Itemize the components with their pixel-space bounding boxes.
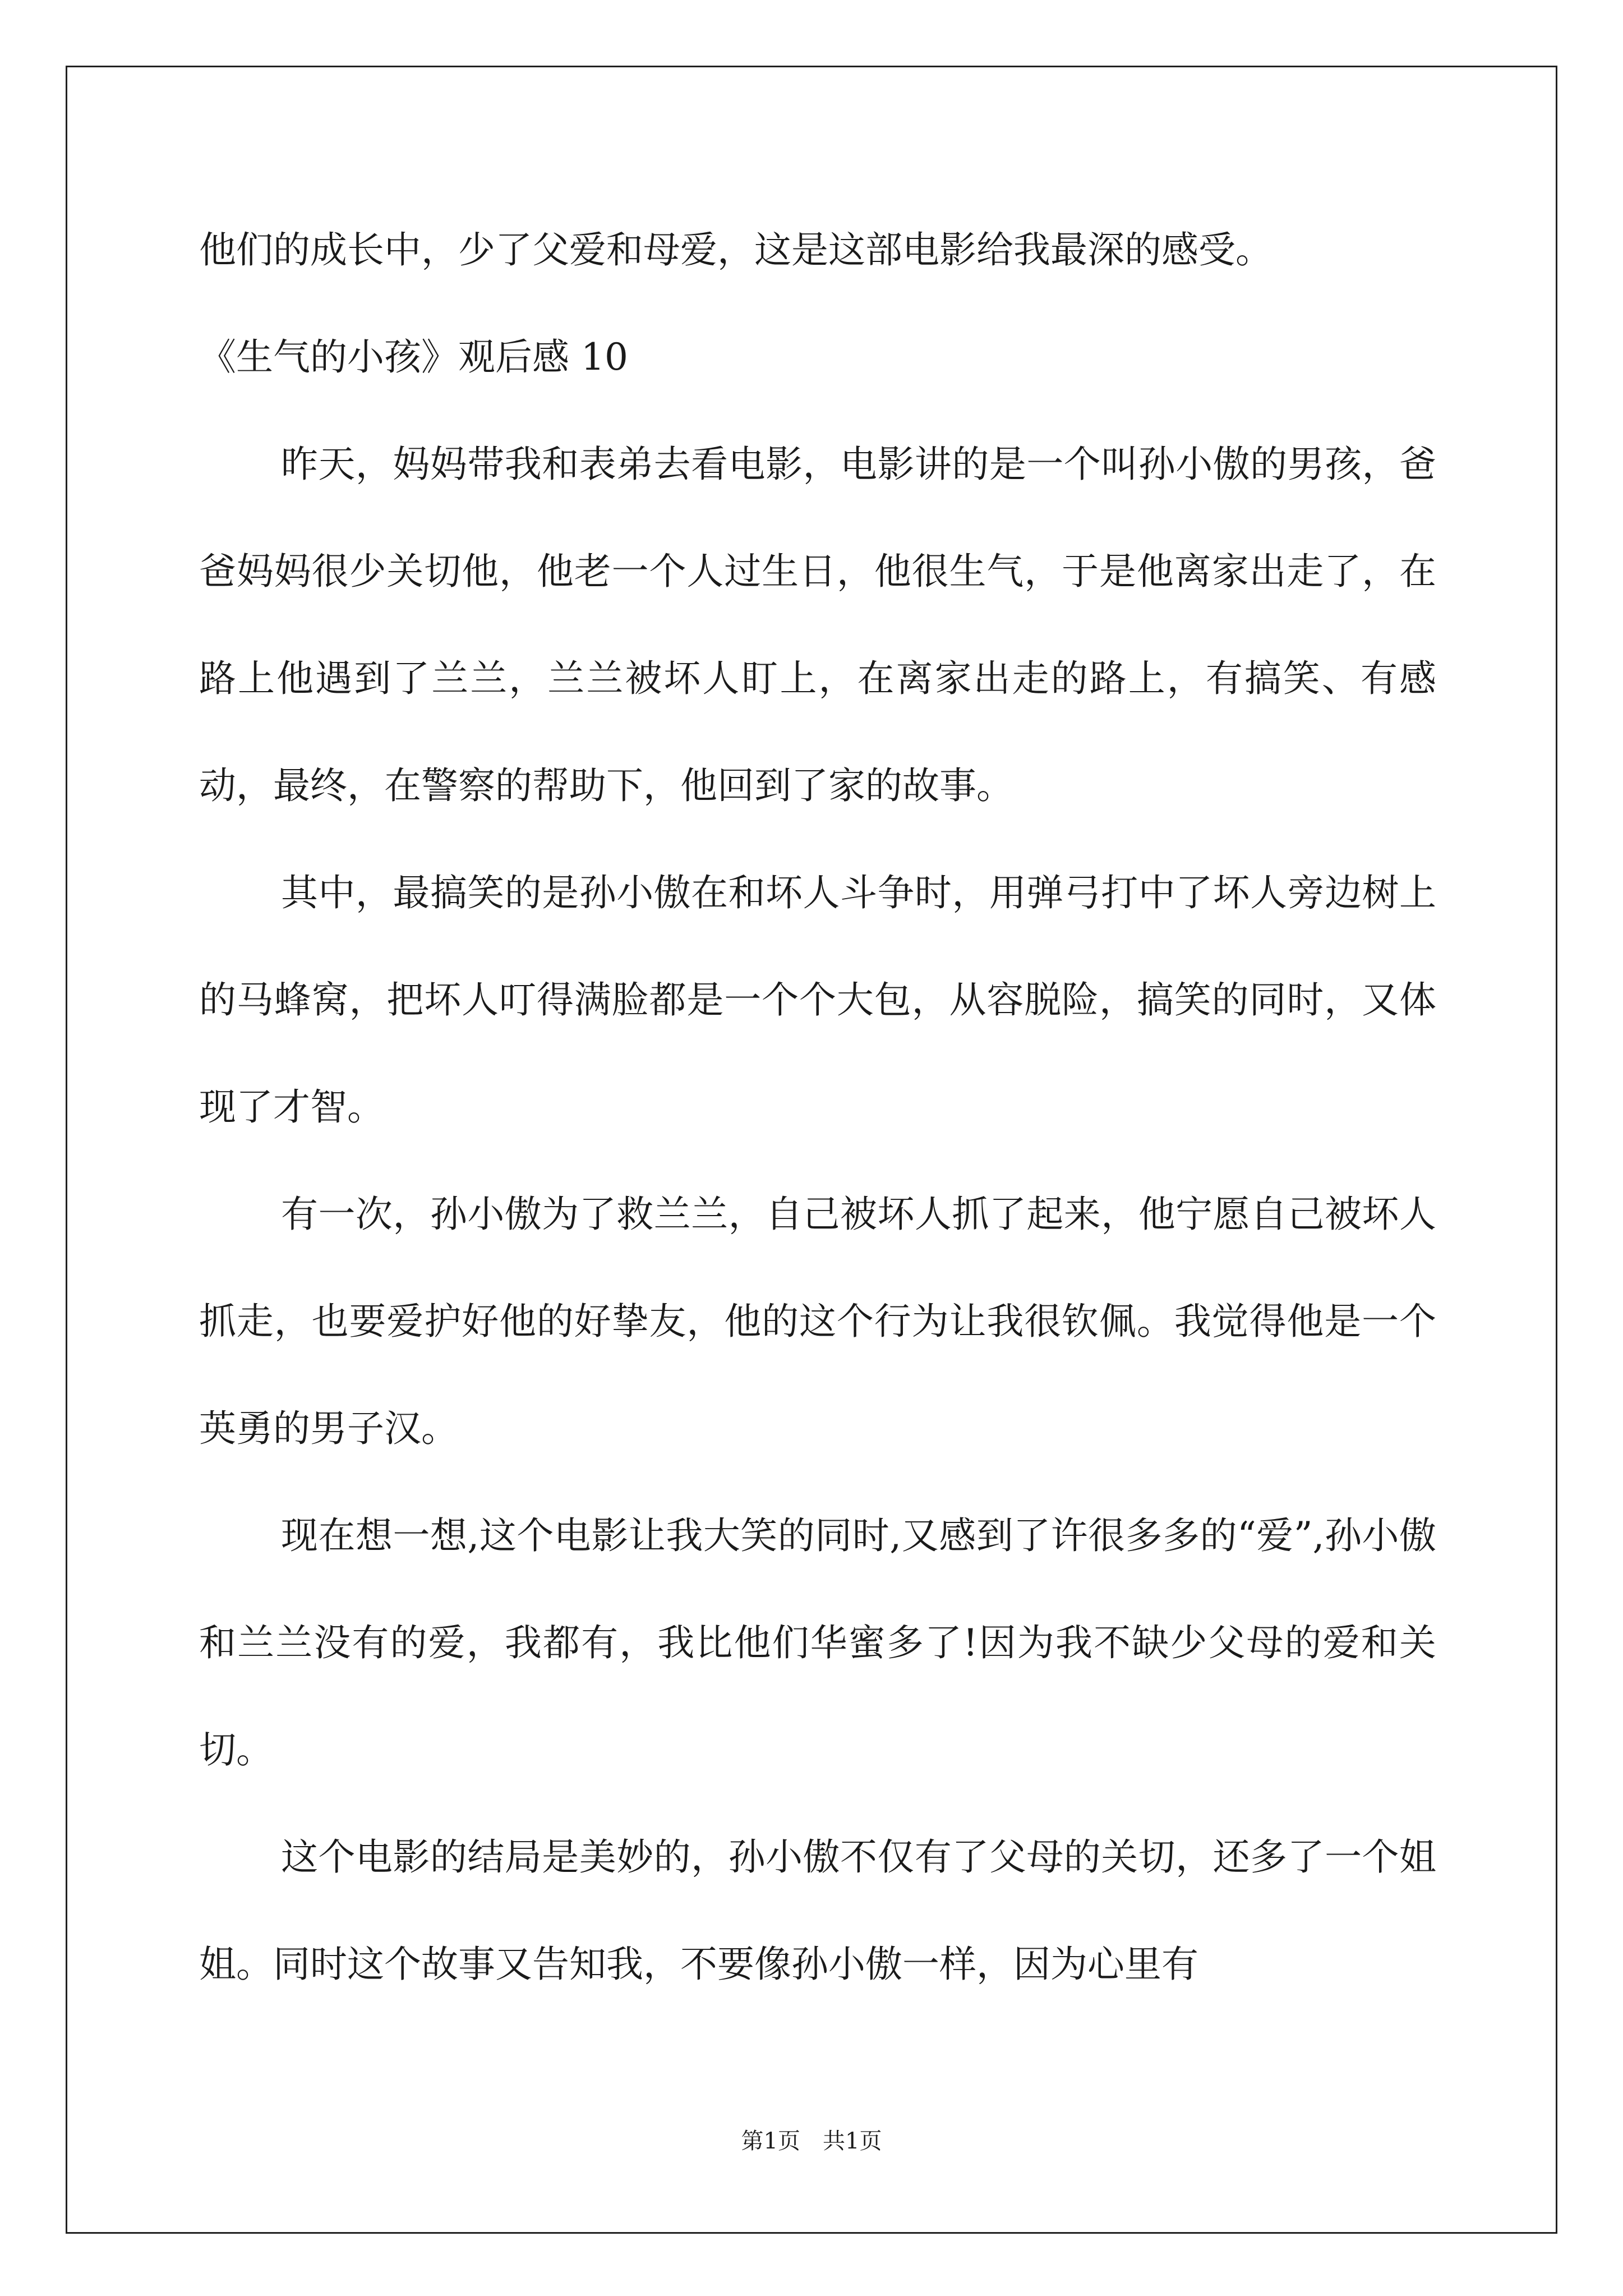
- document-body: [199, 196, 1436, 2018]
- page-total: 共1页: [823, 2128, 882, 2154]
- paragraph: 这个电影的结局是美妙的，孙小傲不仅有了父母的关切，还多了一个姐姐。同时这个故事又告知我，不要像孙小傲一样，因为心里有: [199, 1835, 1436, 1986]
- paragraph: 他们的成长中，少了父爱和母爱，这是这部电影给我最深的感受。: [199, 228, 1272, 272]
- paragraph: 有一次，孙小傲为了救兰兰，自己被坏人抓了起来，他宁愿自己被坏人抓走，也要爱护好他的好挚友，他的这个行为让我很钦佩。我觉得他是一个英勇的男子汉。: [199, 1193, 1436, 1450]
- paragraph: 昨天，妈妈带我和表弟去看电影，电影讲的是一个叫孙小傲的男孩，爸爸妈妈很少关切他，他老一个人过生日，他很生气，于是他离家出走了，在路上他遇到了兰兰，兰兰被坏人盯上，在离家出走的路上，有搞笑、有感动，最终，在警察的帮助下，他回到了家的故事。: [199, 443, 1436, 807]
- page-footer: [0, 2123, 1623, 2155]
- paragraph: 现在想一想,这个电影让我大笑的同时,又感到了许很多多的“爱”,孙小傲和兰兰没有的爱，我都有，我比他们华蜜多了!因为我不缺少父母的爱和关切。: [199, 1514, 1436, 1772]
- paragraph: 其中，最搞笑的是孙小傲在和坏人斗争时，用弹弓打中了坏人旁边树上的马蜂窝，把坏人叮得满脸都是一个个大包，从容脱险，搞笑的同时，又体现了才智。: [199, 871, 1436, 1129]
- page-number: 第1页: [741, 2128, 800, 2154]
- section-heading: 《生气的小孩》观后感 10: [199, 335, 628, 379]
